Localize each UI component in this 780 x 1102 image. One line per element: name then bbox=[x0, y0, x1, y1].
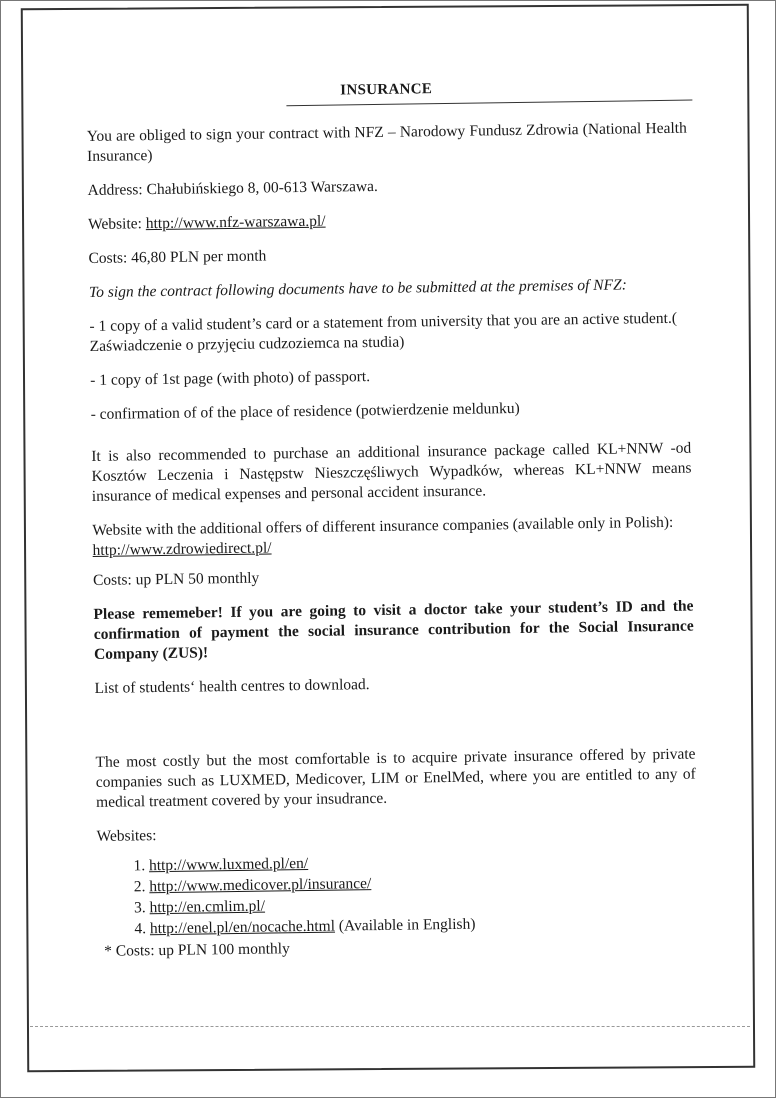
nfz-website-link[interactable]: http://www.nfz-warszawa.pl/ bbox=[145, 212, 326, 233]
documents-intro: To sign the contract following documents have to be submitted at the premises of NFZ: bbox=[88, 276, 627, 301]
document-item: - confirmation of of the place of residence (potwierdzenie meldunku) bbox=[90, 399, 520, 423]
offers-text: Website with the additional offers of different insurance companies (available only in Polish): bbox=[92, 513, 674, 539]
websites-label: Websites: bbox=[96, 827, 157, 845]
website-note: (Available in English) bbox=[334, 915, 476, 935]
document-item: - 1 copy of 1st page (with photo) of passport. bbox=[90, 368, 371, 389]
document-item: - 1 copy of a valid student’s card or a statement from university that you are an active student.( Zaświadczenie o przyjęciu cudzoziemca na studia) bbox=[89, 309, 678, 355]
nfz-website bbox=[88, 207, 688, 235]
nfz-intro: You are obliged to sign your contract with NFZ – Narodowy Fundusz Zdrowia (National Health Insurance) bbox=[86, 119, 687, 165]
additional-insurance: It is also recommended to purchase an additional insurance package called KL+NNW -od Kosztów Leczenia i Następstw Nieszczęśliwych Wypadków, whereas KL+NNW means insurance of medical expenses and personal accident insurance. bbox=[91, 439, 692, 505]
nfz-website-label: Website: bbox=[87, 215, 146, 233]
health-centres-text: List of students‘ health centres to download. bbox=[94, 676, 370, 697]
title-underline bbox=[286, 100, 692, 107]
website-link-cmlim[interactable]: http://en.cmlim.pl/ bbox=[149, 897, 266, 917]
private-costs: * Costs: up PLN 100 monthly bbox=[104, 940, 290, 960]
page-title: INSURANCE bbox=[340, 81, 433, 99]
website-link-luxmed[interactable]: http://www.luxmed.pl/en/ bbox=[148, 854, 309, 875]
nfz-costs: Costs: 46,80 PLN per month bbox=[88, 247, 267, 267]
website-link-enel[interactable]: http://enel.pl/en/nocache.html bbox=[149, 917, 336, 938]
nfz-address: Address: Chałubińskiego 8, 00-613 Warszawa. bbox=[87, 177, 379, 199]
offers-costs: Costs: up PLN 50 monthly bbox=[92, 569, 260, 589]
document-body bbox=[86, 70, 698, 962]
website-link-medicover[interactable]: http://www.medicover.pl/insurance/ bbox=[149, 875, 372, 896]
offers-paragraph bbox=[92, 513, 693, 561]
bottom-dashed-line bbox=[30, 1026, 750, 1027]
websites-list bbox=[97, 849, 698, 940]
offers-link[interactable]: http://www.zdrowiedirect.pl/ bbox=[92, 539, 272, 559]
private-insurance: The most costly but the most comfortable is to acquire private insurance offered by private companies such as LUXMED, Medicover, LIM or EnelMed, where you are entitled to any of medical treatment covered by your insudrance. bbox=[95, 745, 696, 811]
reminder-note: Please rememeber! If you are going to visit a doctor take your student’s ID and the confirmation of payment the social insurance contribution for the Social Insurance Company (ZUS)! bbox=[93, 597, 694, 663]
